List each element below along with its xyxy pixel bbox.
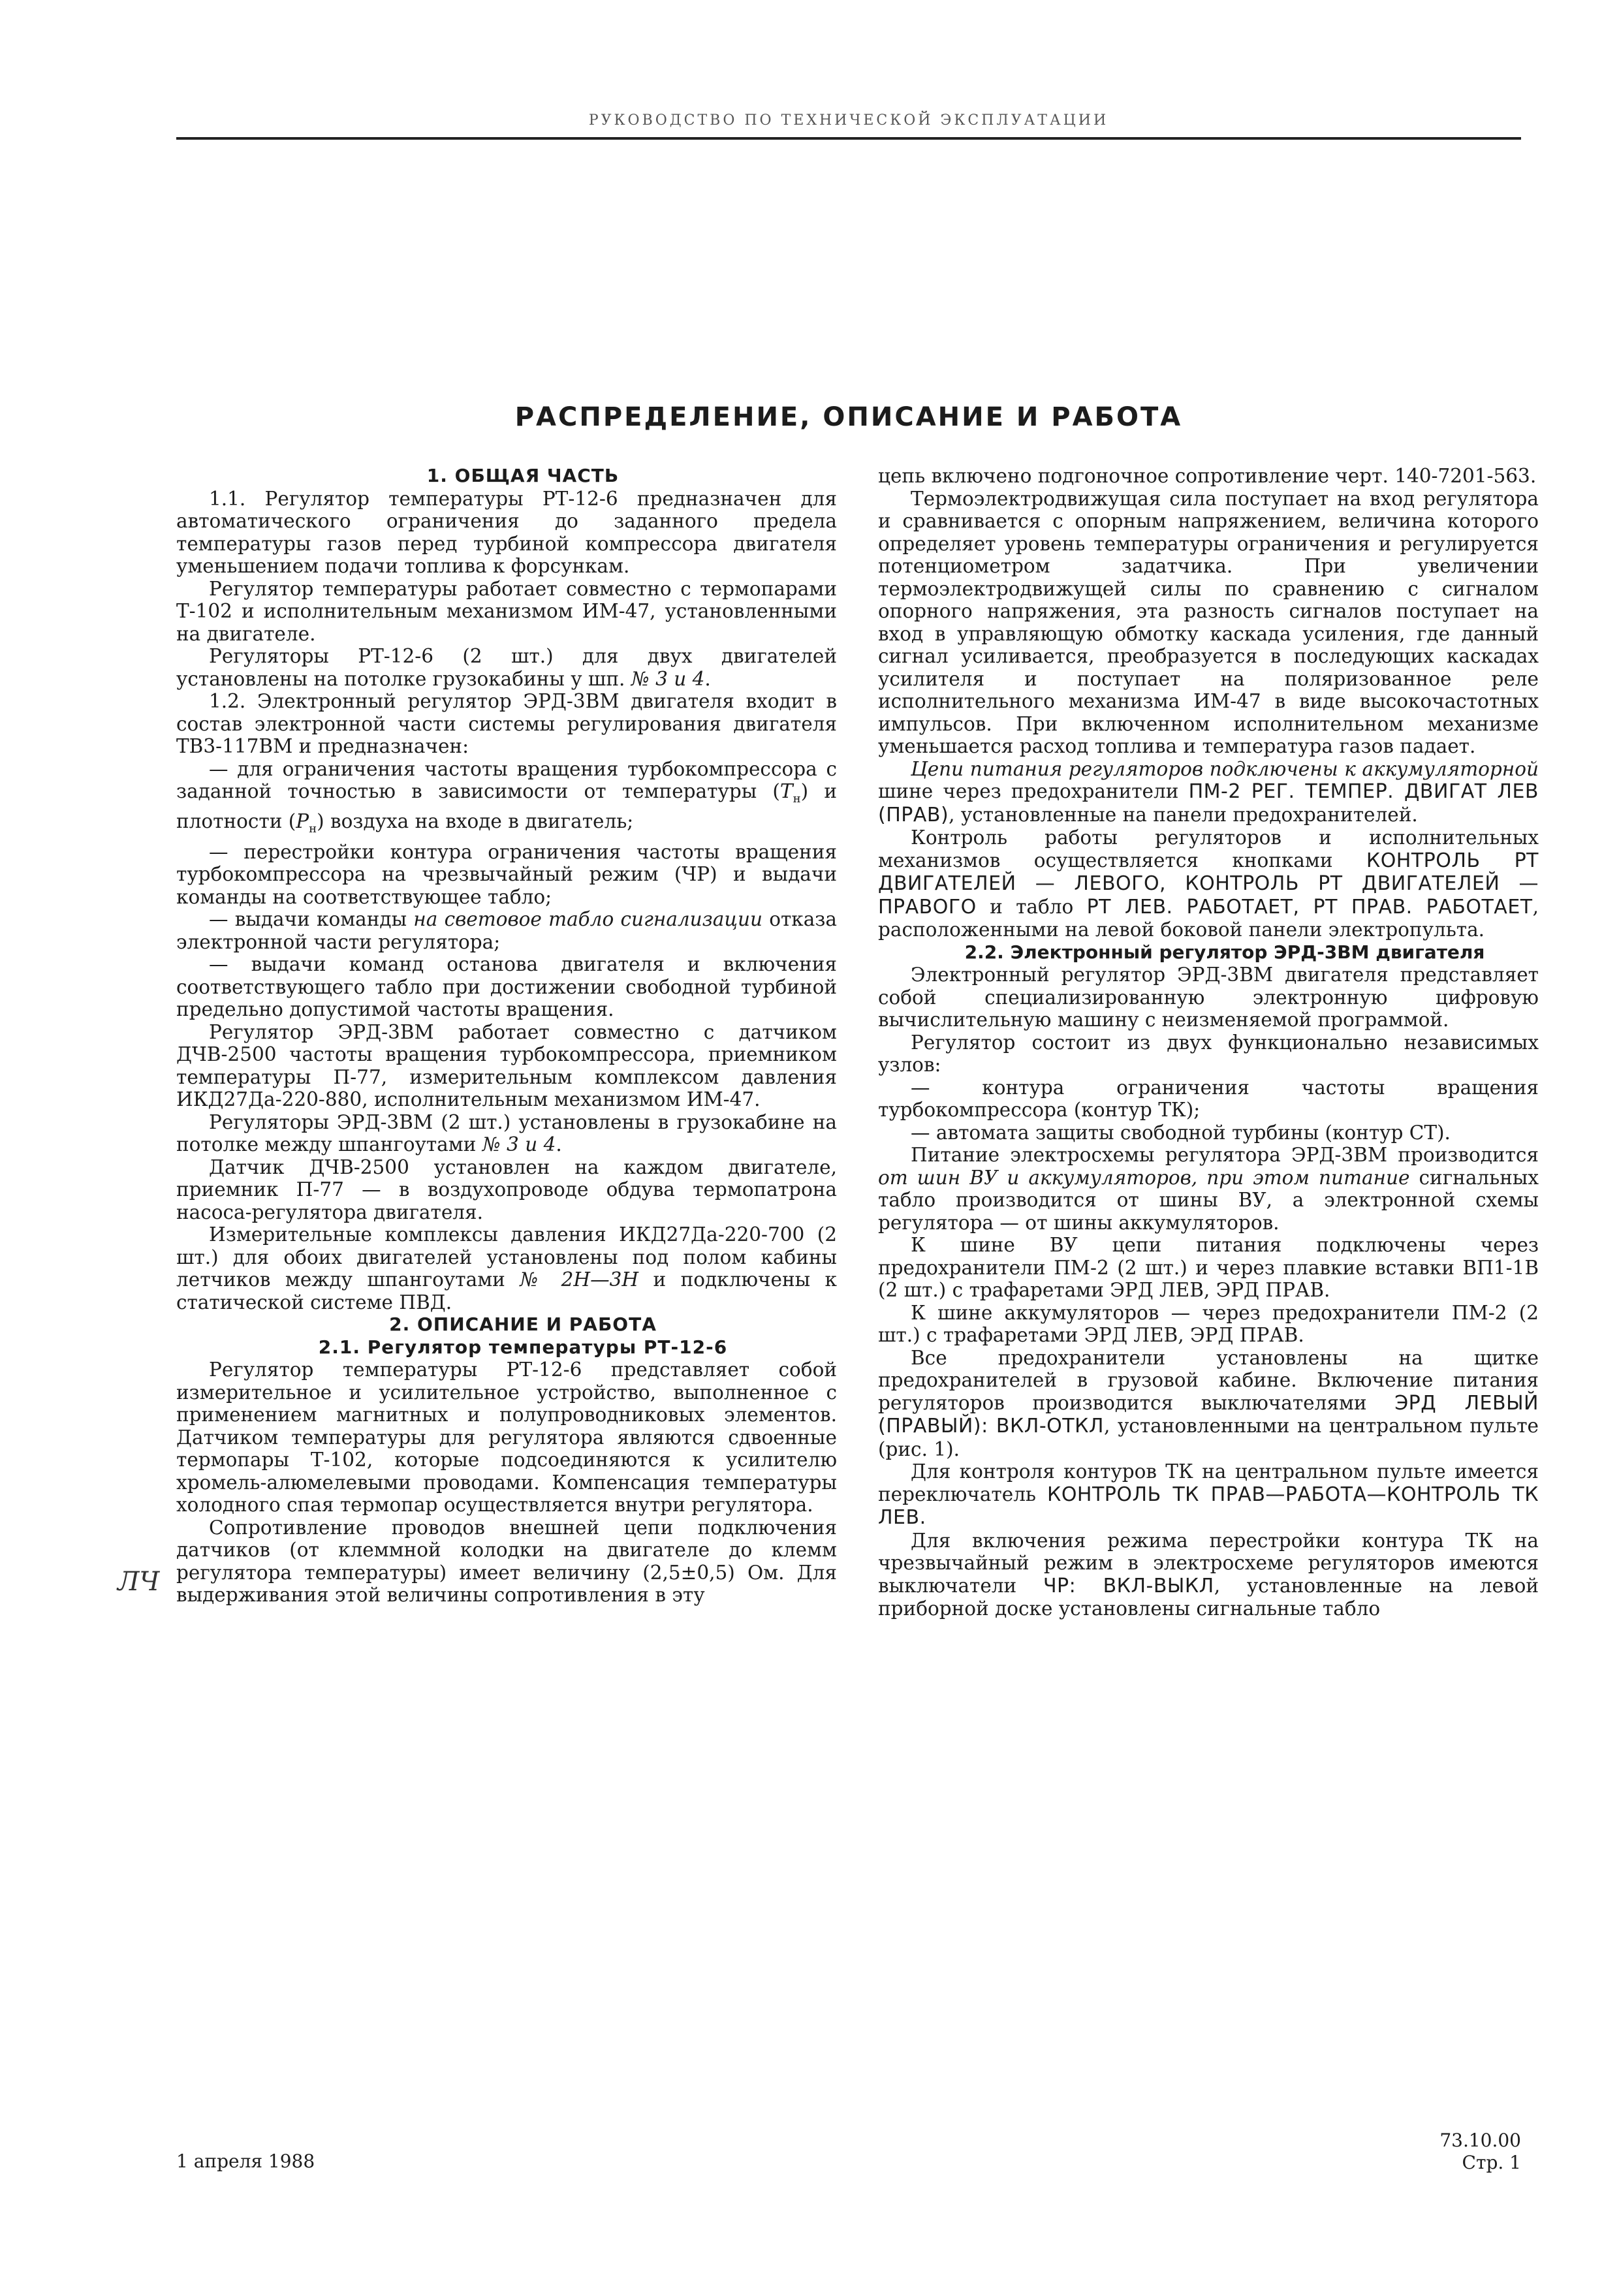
text-span: сигнальных табло производится от шины ВУ, а электронной схемы регулятора — от шины аккумуляторов. <box>878 1166 1539 1234</box>
text-span: . <box>704 667 711 690</box>
paragraph: 1.2. Электронный регулятор ЭРД-3ВМ двигателя входит в состав электронной части системы регулирования двигателя ТВ3-117ВМ и предназначен: <box>176 690 837 757</box>
stencil-text: ЧР: ВКЛ-ВЫКЛ <box>1043 1574 1214 1597</box>
paragraph: Сопротивление проводов внешней цепи подключения датчиков (от клеммной колодки на двигателе до клемм регулятора температуры) имеет величину (2,5±0,5) Ом. Для выдерживания этой величины сопротивления в эту <box>176 1516 837 1607</box>
handwritten-margin-mark: ЛЧ <box>118 1567 160 1597</box>
text-span: шине через предохранители <box>878 780 1189 802</box>
italic-span: на световое табло сигнализации <box>413 908 762 931</box>
text-span: Для контроля контуров ТК на центральном пульте имеется переключатель <box>878 1460 1539 1505</box>
paragraph: Регулятор температуры РТ-12-6 представляет собой измерительное и усилительное устройство, выполненное с применением магнитных и полупроводниковых элементов. Датчиком температуры для регулятора являются сдвоенные термопары Т-102, которые подсоединяются к усилителю хромель-алюмелевыми проводами. Компенсация температуры холодного спая термопар осуществляется внутри регулятора. <box>176 1359 837 1517</box>
text-span: ) воздуха на входе в двигатель; <box>317 810 634 833</box>
paragraph: Электронный регулятор ЭРД-3ВМ двигателя представляет собой специализированную электронную цифровую вычислительную машину с неизменяемой программой. <box>878 964 1539 1031</box>
subsection-heading-erd: 2.2. Электронный регулятор ЭРД-3ВМ двигателя <box>964 941 1485 963</box>
stencil-text: ЭРД ЛЕВЫЙ (ПРАВЫЙ): ВКЛ-ОТКЛ <box>878 1391 1539 1438</box>
paragraph: цепь включено подгоночное сопротивление черт. 140-7201-563. <box>878 465 1537 487</box>
paragraph: 1.1. Регулятор температуры РТ-12-6 предназначен для автоматического ограничения до заданного предела температуры газов перед турбиной компрессора двигателя уменьшением подачи топлива к форсункам. <box>176 487 837 577</box>
symbol-t: Т <box>779 780 793 802</box>
symbol-p: Р <box>296 810 309 833</box>
list-item: — перестройки контура ограничения частоты вращения турбокомпрессора на чрезвычайный режим (ЧР) и выдачи команды на соответствующее табло; <box>176 840 837 908</box>
section-heading-general: 1. ОБЩАЯ ЧАСТЬ <box>426 465 620 486</box>
text-span: , расположенными на левой боковой панели электропульта. <box>878 895 1539 941</box>
paragraph <box>176 1111 837 1156</box>
text-span: , установленные на панели предохранителей. <box>949 803 1418 826</box>
subsection-heading-rt: 2.1. Регулятор температуры РТ-12-6 <box>318 1336 728 1358</box>
text-span: — для ограничения частоты вращения турбокомпрессора с заданной точностью в зависимости от температуры ( <box>176 757 837 802</box>
text-span: Для включения режима перестройки контура ТК на чрезвычайный режим в электросхеме регуляторов имеются выключатели <box>878 1529 1539 1597</box>
list-item: — автомата защиты свободной турбины (контур СТ). <box>911 1121 1451 1144</box>
header-rule <box>176 137 1521 140</box>
text-span: и подключены к статической системе ПВД. <box>176 1268 837 1313</box>
left-column <box>176 465 837 1607</box>
footer-date: 1 апреля 1988 <box>176 2150 315 2172</box>
paragraph <box>878 1144 1539 1234</box>
paragraph <box>878 826 1539 941</box>
text-span: , установленными на центральном пульте (рис. 1). <box>878 1415 1539 1460</box>
stencil-text: РТ ЛЕВ. РАБОТАЕТ, РТ ПРАВ. РАБОТАЕТ <box>1086 895 1533 919</box>
paragraph <box>878 758 1539 827</box>
frame-numbers: № 3 и 4 <box>482 1133 556 1156</box>
paragraph <box>176 1223 837 1313</box>
text-span: , установленные на левой приборной доске установлены сигнальные табло <box>878 1574 1539 1620</box>
stencil-text: КОНТРОЛЬ РТ ДВИГАТЕЛЕЙ — ЛЕВОГО, КОНТРОЛЬ РТ ДВИГАТЕЛЕЙ — ПРАВОГО <box>878 849 1539 919</box>
text-span: отказа электронной части регулятора; <box>176 908 837 953</box>
paragraph: Регулятор состоит из двух функционально независимых узлов: <box>878 1031 1539 1076</box>
running-head: РУКОВОДСТВО ПО ТЕХНИЧЕСКОЙ ЭКСПЛУАТАЦИИ <box>588 112 1109 129</box>
section-heading-description: 2. ОПИСАНИЕ И РАБОТА <box>389 1313 657 1336</box>
paragraph: К шине ВУ цепи питания подключены через предохранители ПМ-2 (2 шт.) и через плавкие вставки ВП1-1В (2 шт.) с трафаретами ЭРД ЛЕВ, ЭРД ПРАВ. <box>878 1234 1539 1301</box>
page-title: РАСПРЕДЕЛЕНИЕ, ОПИСАНИЕ И РАБОТА <box>514 402 1183 432</box>
frame-numbers: № 3 и 4 <box>631 667 705 690</box>
subscript-n: н <box>793 791 801 806</box>
subscript-n: н <box>309 822 317 836</box>
text-span: Измерительные комплексы давления ИКД27Да-220-700 (2 шт.) для обоих двигателей установлены под полом кабины летчиков между шпангоутами <box>176 1223 837 1291</box>
italic-span: от шин ВУ и аккумуляторов, при этом питание <box>878 1166 1410 1189</box>
stencil-text: КОНТРОЛЬ ТК ПРАВ—РАБОТА—КОНТРОЛЬ ТК ЛЕВ. <box>878 1483 1539 1529</box>
paragraph <box>176 645 837 690</box>
text-span: Регуляторы РТ-12-6 (2 шт.) для двух двигателей установлены на потолке грузокабины у шп. <box>176 645 837 690</box>
text-span: Питание электросхемы регулятора ЭРД-3ВМ производится <box>911 1144 1539 1166</box>
stencil-text: ПМ-2 РЕГ. ТЕМПЕР. ДВИГАТ ЛЕВ (ПРАВ) <box>878 780 1539 826</box>
text-span: . <box>556 1133 562 1156</box>
text-span: Все предохранители установлены на щитке предохранителей в грузовой кабине. Включение питания регуляторов производится выключателями <box>878 1346 1539 1414</box>
list-item <box>176 908 837 953</box>
page-number: Стр. 1 <box>1462 2152 1521 2173</box>
frame-numbers: № 2Н—3Н <box>520 1268 639 1291</box>
paragraph: Регулятор ЭРД-3ВМ работает совместно с датчиком ДЧВ-2500 частоты вращения турбокомпрессора, приемником температуры П-77, измерительным комплексом давления ИКД27Да-220-880, исполнительным механизмом ИМ-47. <box>176 1020 837 1111</box>
text-span: ) и плотности ( <box>176 780 837 833</box>
list-item: — выдачи команд останова двигателя и включения соответствующего табло при достижении свободной турбиной предельно допустимой частоты вращения. <box>176 953 837 1021</box>
footer-code-block <box>1391 2130 1521 2174</box>
text-span: Контроль работы регуляторов и исполнительных механизмов осуществляется кнопками <box>878 826 1539 872</box>
italic-span: Цепи питания регуляторов подключены к аккумуляторной <box>911 757 1539 780</box>
paragraph: К шине аккумуляторов — через предохранители ПМ-2 (2 шт.) с трафаретами ЭРД ЛЕВ, ЭРД ПРАВ. <box>878 1301 1539 1346</box>
paragraph <box>878 1460 1539 1530</box>
document-code: 73.10.00 <box>1439 2130 1521 2151</box>
text-span: Регуляторы ЭРД-3ВМ (2 шт.) установлены в грузокабине на потолке между шпангоутами <box>176 1110 837 1156</box>
paragraph <box>878 1347 1539 1461</box>
list-item <box>176 758 837 841</box>
right-column <box>878 465 1539 1620</box>
text-span: — выдачи команды <box>209 908 414 931</box>
list-item: — контура ограничения частоты вращения турбокомпрессора (контур ТК); <box>878 1076 1539 1121</box>
text-span: и табло <box>976 895 1087 918</box>
paragraph: Датчик ДЧВ-2500 установлен на каждом двигателе, приемник П-77 — в воздухопроводе обдува термопатрона насоса-регулятора двигателя. <box>176 1156 837 1223</box>
paragraph <box>878 1530 1539 1620</box>
paragraph: Регулятор температуры работает совместно с термопарами Т-102 и исполнительным механизмом ИМ-47, установленными на двигателе. <box>176 577 837 645</box>
paragraph: Термоэлектродвижущая сила поступает на вход регулятора и сравнивается с опорным напряжением, величина которого определяет уровень температуры ограничения и регулируется потенциометром задатчика. При увеличении термоэлектродвижущей силы по сравнению с сигналом опорного напряжения, эта разность сигналов поступает на вход в управляющую обмотку каскада усиления, где данный сигнал усиливается, преобразуется в последующих каскадах усилителя и поступает на поляризованное реле исполнительного механизма ИМ-47 в виде высокочастотных импульсов. При включенном исполнительном механизме уменьшается расход топлива и температура газов падает. <box>878 487 1539 757</box>
